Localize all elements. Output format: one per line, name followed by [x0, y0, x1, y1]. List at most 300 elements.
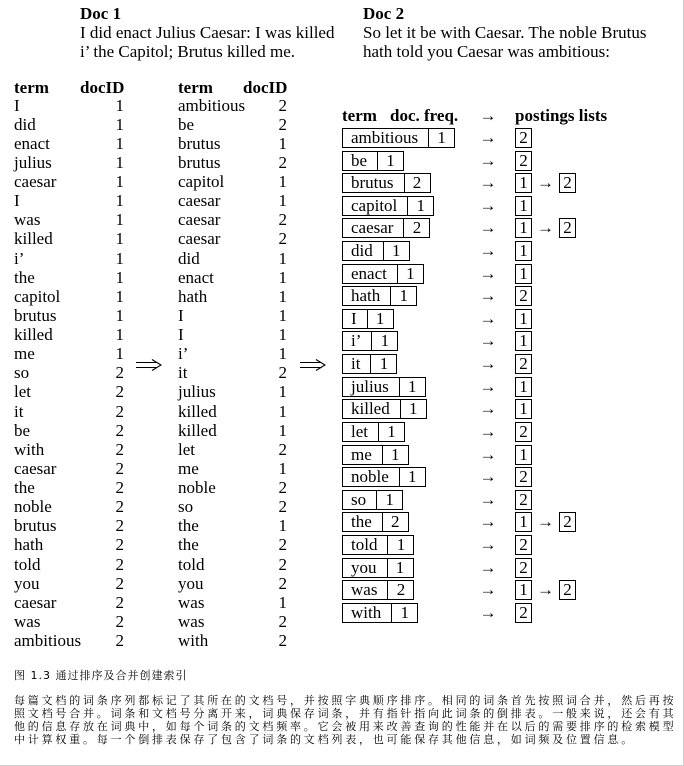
table-row	[14, 497, 125, 516]
docid-cell: 2	[278, 363, 287, 383]
docid-cell: 2	[115, 382, 124, 402]
doc-freq-cell: 2	[404, 174, 430, 192]
posting-docid: 1	[515, 331, 532, 351]
docid-cell: 2	[278, 631, 287, 650]
term-cell: hath	[351, 286, 381, 306]
table-row	[14, 191, 125, 210]
term-cell: be	[351, 150, 368, 170]
term-cell: brutus	[178, 133, 221, 153]
posting-link-arrow: →	[537, 218, 554, 238]
double-arrow-icon	[300, 359, 326, 371]
table-row	[14, 115, 125, 134]
postings-list	[515, 467, 532, 487]
table-row	[178, 631, 288, 650]
pointer-arrow: →	[479, 286, 497, 306]
term-cell: did	[14, 114, 36, 134]
table-row	[14, 612, 125, 631]
term-cell: did	[351, 241, 373, 261]
table-row	[14, 268, 125, 287]
pointer-arrow: →	[479, 444, 497, 464]
posting-docid: 2	[559, 218, 576, 238]
doc-2-title: Doc 2	[363, 4, 405, 23]
dictionary-row	[342, 263, 632, 286]
term-cell: told	[178, 554, 205, 574]
docid-cell: 1	[278, 267, 287, 287]
postings-list	[515, 331, 532, 351]
postings-list	[515, 399, 532, 419]
doc-freq-cell: 1	[399, 468, 425, 486]
doc-freq-cell: 2	[387, 581, 413, 599]
term-cell: so	[351, 489, 367, 509]
posting-docid: 1	[515, 196, 532, 216]
docid-cell: 1	[115, 172, 124, 191]
dictionary-header	[342, 106, 632, 126]
dictionary-entry	[342, 173, 431, 193]
pointer-arrow: →	[479, 150, 497, 170]
dictionary-entry	[342, 196, 434, 216]
doc-freq-cell: 1	[376, 491, 402, 509]
docid-cell: 1	[278, 458, 287, 478]
term-cell: ambitious	[351, 128, 419, 147]
table-row	[14, 478, 125, 497]
table-row	[178, 229, 288, 248]
table-row	[14, 153, 125, 172]
docid-cell: 2	[115, 535, 124, 555]
docid-cell: 2	[278, 554, 287, 574]
postings-list	[515, 241, 532, 261]
term-header: term	[342, 106, 377, 125]
dictionary-entry	[342, 331, 398, 351]
pointer-arrow: →	[479, 195, 497, 215]
dictionary-row	[342, 466, 632, 489]
docid-cell: 1	[115, 210, 124, 230]
docid-cell: 1	[278, 516, 287, 536]
dictionary-row	[342, 511, 632, 534]
docid-cell: 2	[115, 363, 124, 383]
table-header	[14, 79, 125, 96]
dictionary-row	[342, 489, 632, 512]
postings-list	[515, 354, 532, 374]
table-row	[14, 249, 125, 268]
dictionary-row	[342, 398, 632, 421]
table-row	[178, 210, 288, 229]
doc-freq-cell: 1	[383, 242, 409, 260]
posting-docid: 2	[559, 173, 576, 193]
table-row	[14, 382, 125, 401]
table-row	[178, 612, 288, 631]
docid-cell: 2	[278, 535, 287, 555]
postings-list	[515, 151, 532, 171]
table-row	[178, 268, 288, 287]
posting-docid: 1	[515, 218, 532, 238]
dictionary-row	[342, 150, 632, 173]
doc-1-title: Doc 1	[80, 4, 122, 23]
dictionary-entry	[342, 445, 409, 465]
term-cell: julius	[14, 152, 52, 172]
doc-2-text	[363, 4, 646, 61]
table-row	[14, 421, 125, 440]
docid-cell: 1	[115, 95, 124, 115]
term-cell: brutus	[14, 305, 57, 325]
docid-cell: 1	[115, 229, 124, 249]
docid-header: docID	[80, 77, 125, 97]
docid-cell: 1	[278, 382, 287, 402]
dictionary-entry	[342, 264, 424, 284]
table-row	[178, 325, 288, 344]
term-cell: I	[178, 325, 184, 344]
term-cell: i’	[351, 331, 362, 351]
dictionary-row	[342, 534, 632, 557]
table-row	[178, 96, 288, 115]
term-cell: hath	[178, 286, 208, 306]
term-cell: was	[14, 210, 41, 230]
term-cell: with	[351, 602, 382, 622]
term-header: term	[14, 77, 49, 97]
dictionary-row	[342, 308, 632, 331]
dictionary-entry	[342, 558, 414, 578]
term-cell: be	[14, 420, 31, 440]
docid-cell: 2	[278, 478, 287, 497]
term-cell: was	[351, 580, 378, 600]
doc-2-line: So let it be with Caesar. The noble Brutus	[363, 23, 647, 42]
docid-cell: 1	[115, 305, 124, 325]
postings-header: postings lists	[515, 106, 608, 125]
doc-freq-cell: 1	[387, 536, 413, 554]
term-cell: capitol	[14, 286, 61, 306]
postings-list	[515, 580, 576, 600]
table-row	[178, 574, 288, 593]
docid-cell: 1	[278, 172, 287, 191]
term-cell: with	[178, 631, 209, 650]
table-row	[178, 535, 288, 554]
posting-docid: 2	[515, 422, 532, 442]
dictionary-row	[342, 330, 632, 353]
posting-docid: 2	[515, 558, 532, 578]
table-row	[178, 344, 288, 363]
docid-cell: 2	[278, 611, 287, 631]
postings-list	[515, 309, 532, 329]
doc-freq-cell: 1	[367, 310, 393, 328]
term-cell: was	[178, 611, 205, 631]
table-row	[178, 516, 288, 535]
doc-freq-cell: 1	[382, 446, 408, 464]
doc-freq-cell: 1	[397, 265, 423, 283]
table-row	[14, 306, 125, 325]
docid-cell: 1	[115, 191, 124, 211]
docid-cell: 2	[115, 611, 124, 631]
posting-link-arrow: →	[537, 173, 554, 193]
table-row	[14, 555, 125, 574]
term-cell: you	[14, 573, 40, 593]
term-cell: it	[14, 401, 24, 421]
docid-cell: 2	[115, 631, 124, 650]
table-row	[14, 402, 125, 421]
doc-freq-cell: 1	[399, 378, 425, 396]
term-cell: it	[351, 354, 361, 374]
dictionary-row	[342, 557, 632, 580]
pointer-arrow: →	[479, 489, 497, 509]
term-cell: I	[178, 305, 184, 325]
term-docid-list	[14, 79, 125, 651]
posting-docid: 1	[515, 173, 532, 193]
term-cell: capitol	[178, 172, 225, 191]
doc-1-line: I did enact Julius Caesar: I was killed	[80, 23, 335, 42]
term-cell: caesar	[178, 191, 221, 211]
docid-cell: 1	[278, 248, 287, 268]
dictionary-row	[342, 353, 632, 376]
posting-docid: 1	[515, 399, 532, 419]
postings-list	[515, 218, 576, 238]
table-row	[178, 306, 288, 325]
posting-docid: 2	[559, 512, 576, 532]
docid-cell: 1	[115, 133, 124, 153]
term-cell: let	[14, 382, 31, 402]
posting-docid: 2	[515, 467, 532, 487]
pointer-arrow: →	[479, 512, 497, 532]
caption-description: 每篇文档的词条序列都标记了其所在的文档号，并按照字典顺序排序。相同的词条首先按照词合并，然后再按照文档号合并。词条和文档号分离开来，词典保存词条，并有指针指向此词条的倒排表。一般来说，还会有其他的信息存放在词典中，如每个词条的文档频率。它会被用来改善查询的性能并在以后的需要排序的检索模型中计算权重。每一个倒排表保存了包含了词条的文档列表，也可能保存其他信息，如词频及位置信息。	[14, 693, 677, 746]
pointer-arrow: →	[479, 173, 497, 193]
dictionary-row	[342, 602, 632, 625]
term-cell: caesar	[14, 592, 57, 612]
postings-list	[515, 490, 532, 510]
figure-caption: 图 1.3 通过排序及合并创建索引	[14, 669, 188, 682]
doc-freq-cell: 1	[400, 400, 426, 418]
postings-list	[515, 196, 532, 216]
docid-cell: 2	[278, 497, 287, 517]
docid-cell: 1	[278, 401, 287, 421]
table-row	[14, 134, 125, 153]
docid-cell: 1	[115, 114, 124, 134]
docid-cell: 2	[115, 592, 124, 612]
docid-cell: 2	[278, 95, 287, 115]
dictionary-row	[342, 444, 632, 467]
docid-cell: 2	[115, 478, 124, 497]
docid-cell: 1	[278, 592, 287, 612]
dictionary-row	[342, 376, 632, 399]
table-row	[178, 115, 288, 134]
term-cell: noble	[178, 478, 216, 497]
postings-list	[515, 264, 532, 284]
doc-freq-cell: 1	[370, 355, 396, 373]
double-arrow-icon	[136, 359, 162, 371]
posting-docid: 2	[559, 580, 576, 600]
doc-1-line: i’ the Capitol; Brutus killed me.	[80, 42, 295, 61]
posting-docid: 1	[515, 264, 532, 284]
postings-list	[515, 535, 532, 555]
table-row	[178, 172, 288, 191]
docid-cell: 2	[115, 516, 124, 536]
doc-freq-header: doc. freq.	[390, 106, 459, 125]
table-row	[178, 555, 288, 574]
postings-list	[515, 128, 532, 148]
term-cell: the	[178, 535, 199, 555]
docid-cell: 1	[115, 325, 124, 344]
term-cell: enact	[14, 133, 50, 153]
term-cell: caesar	[178, 210, 221, 230]
docid-cell: 1	[278, 420, 287, 440]
table-body	[14, 96, 125, 651]
posting-link-arrow: →	[537, 580, 554, 600]
table-row	[14, 459, 125, 478]
postings-list	[515, 603, 532, 623]
term-cell: noble	[14, 497, 52, 517]
term-cell: me	[14, 344, 35, 364]
table-row	[178, 497, 288, 516]
term-cell: brutus	[178, 152, 221, 172]
term-cell: was	[178, 592, 205, 612]
term-header: term	[178, 77, 213, 97]
doc-freq-cell: 1	[378, 423, 404, 441]
docid-cell: 1	[278, 344, 287, 364]
pointer-arrow: →	[479, 399, 497, 419]
doc-freq-cell: 1	[428, 129, 454, 147]
dictionary-row	[342, 285, 632, 308]
docid-cell: 2	[278, 114, 287, 134]
doc-freq-cell: 1	[377, 152, 403, 170]
doc-1-text	[80, 4, 334, 61]
docid-cell: 1	[278, 286, 287, 306]
posting-docid: 2	[515, 535, 532, 555]
pointer-arrow: →	[479, 467, 497, 487]
postings-list	[515, 422, 532, 442]
posting-docid: 2	[515, 354, 532, 374]
posting-docid: 1	[515, 241, 532, 261]
term-cell: caesar	[178, 229, 221, 249]
docid-cell: 2	[115, 401, 124, 421]
posting-docid: 1	[515, 309, 532, 329]
term-cell: told	[351, 534, 378, 554]
dictionary-row	[342, 195, 632, 218]
pointer-arrow: →	[479, 128, 497, 147]
term-cell: you	[178, 573, 204, 593]
docid-header: docID	[243, 77, 288, 97]
term-cell: brutus	[351, 173, 394, 193]
docid-cell: 2	[115, 554, 124, 574]
table-row	[14, 535, 125, 554]
term-cell: the	[178, 516, 199, 536]
pointer-arrow: →	[479, 376, 497, 396]
term-cell: killed	[351, 399, 390, 419]
pointer-arrow: →	[479, 308, 497, 328]
table-row	[178, 249, 288, 268]
posting-docid: 2	[515, 286, 532, 306]
docid-cell: 2	[278, 229, 287, 249]
docid-cell: 2	[115, 458, 124, 478]
term-cell: hath	[14, 535, 44, 555]
table-row	[14, 631, 125, 650]
dictionary-entry	[342, 377, 426, 397]
term-cell: you	[351, 557, 377, 577]
posting-docid: 1	[515, 445, 532, 465]
table-row	[14, 229, 125, 248]
term-cell: the	[14, 267, 35, 287]
docid-cell: 2	[115, 439, 124, 459]
dictionary-entry	[342, 603, 418, 623]
posting-docid: 1	[515, 512, 532, 532]
term-cell: I	[14, 191, 20, 211]
term-cell: the	[351, 512, 372, 532]
term-cell: killed	[14, 229, 53, 249]
docid-cell: 2	[115, 497, 124, 517]
docid-cell: 2	[115, 420, 124, 440]
pointer-arrow: →	[479, 557, 497, 577]
table-row	[14, 593, 125, 612]
dictionary-row	[342, 127, 632, 150]
doc-freq-cell: 2	[403, 219, 429, 237]
sorted-term-docid-list	[178, 79, 288, 651]
dictionary-row	[342, 217, 632, 240]
pointer-arrow: →	[479, 218, 497, 238]
table-row	[14, 363, 125, 382]
term-cell: julius	[351, 376, 389, 396]
dictionary-entry	[342, 399, 427, 419]
header-arrow: →	[479, 106, 497, 125]
term-cell: caesar	[351, 218, 394, 238]
term-cell: julius	[178, 382, 216, 402]
term-cell: with	[14, 439, 45, 459]
term-cell: did	[178, 248, 200, 268]
table-row	[178, 459, 288, 478]
table-row	[178, 478, 288, 497]
pointer-arrow: →	[479, 263, 497, 283]
table-row	[178, 134, 288, 153]
postings-list	[515, 445, 532, 465]
dictionary-entry	[342, 467, 426, 487]
term-cell: enact	[351, 263, 387, 283]
term-cell: it	[178, 363, 188, 383]
pointer-arrow: →	[479, 421, 497, 441]
posting-docid: 2	[515, 128, 532, 148]
pointer-arrow: →	[479, 241, 497, 261]
table-row	[178, 440, 288, 459]
doc-freq-cell: 1	[390, 287, 416, 305]
term-cell: killed	[178, 420, 217, 440]
term-cell: let	[178, 439, 195, 459]
pointer-arrow: →	[479, 354, 497, 374]
table-row	[178, 153, 288, 172]
doc-freq-cell: 2	[382, 513, 408, 531]
table-row	[14, 440, 125, 459]
docid-cell: 1	[115, 248, 124, 268]
term-cell: so	[14, 363, 30, 383]
table-row	[178, 363, 288, 382]
docid-cell: 1	[115, 152, 124, 172]
dictionary-entry	[342, 580, 414, 600]
doc-2-line: hath told you Caesar was ambitious:	[363, 42, 610, 61]
docid-cell: 2	[278, 439, 287, 459]
docid-cell: 2	[278, 210, 287, 230]
term-cell: killed	[178, 401, 217, 421]
term-cell: brutus	[14, 516, 57, 536]
doc-freq-cell: 1	[391, 604, 417, 622]
term-cell: so	[178, 497, 194, 517]
postings-list	[515, 558, 532, 578]
dictionary-entry	[342, 309, 394, 329]
dictionary-row	[342, 579, 632, 602]
dictionary-entry	[342, 354, 397, 374]
posting-docid: 2	[515, 603, 532, 623]
dictionary-row	[342, 421, 632, 444]
table-row	[178, 382, 288, 401]
table-row	[178, 402, 288, 421]
term-cell: i’	[14, 248, 25, 268]
table-row	[178, 191, 288, 210]
posting-docid: 1	[515, 377, 532, 397]
term-cell: told	[14, 554, 41, 574]
term-cell: I	[14, 95, 20, 115]
pointer-arrow: →	[479, 331, 497, 351]
dictionary-entry	[342, 535, 414, 555]
